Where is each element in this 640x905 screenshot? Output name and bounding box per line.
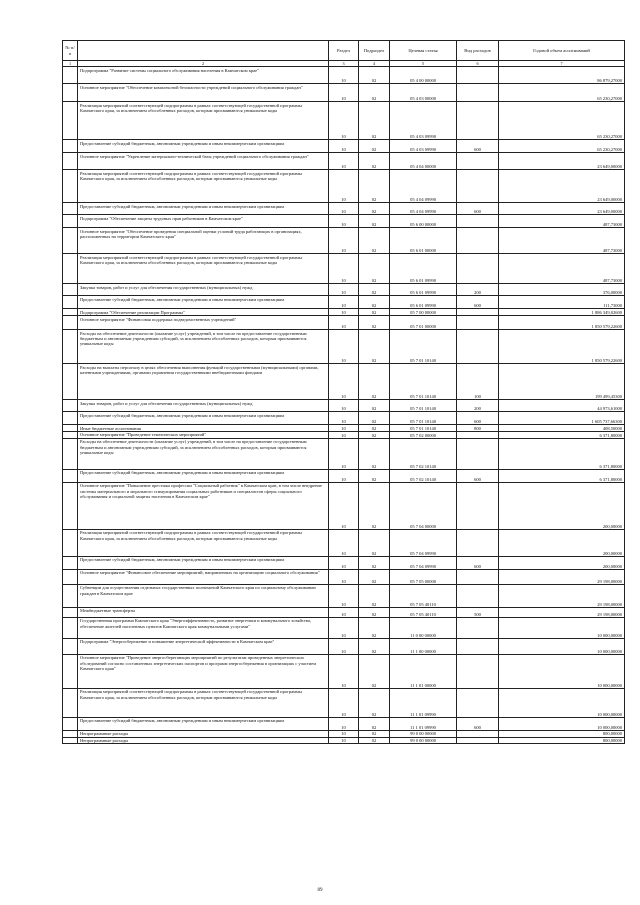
row-razdel-cell: 10 — [329, 425, 359, 432]
row-razdel-cell: 10 — [329, 737, 359, 744]
table-row — [63, 412, 625, 425]
table-row — [63, 309, 625, 316]
row-index-cell — [63, 215, 78, 228]
row-vr-cell: 600 — [457, 556, 499, 569]
header-amount: Годовой объем ассигнований — [499, 41, 625, 61]
row-csr-cell: 05 7 00 00000 — [390, 309, 457, 316]
table-row — [63, 438, 625, 469]
row-name-cell: Подпрограмма "Обеспечение реализации Программы" — [78, 309, 329, 316]
row-csr-cell: 11 0 00 00000 — [390, 617, 457, 638]
table-row — [63, 153, 625, 170]
row-amount-cell: 487,73000 — [499, 254, 625, 284]
row-razdel-cell: 10 — [329, 67, 359, 84]
row-name-cell: Основное мероприятие "Повышение престижа профессии "Социальный работник" в Камчатском крае, в том числе внедрение системы материального и морального стимулирования социальных работников и специалистов сферы социального обслуживания и социальной защиты населения в Камчатском крае" — [78, 482, 329, 529]
row-razdel-cell: 10 — [329, 569, 359, 584]
row-razdel-cell: 10 — [329, 316, 359, 330]
row-name-cell: Предоставление субсидий бюджетным, автономным учреждениям и иным некоммерческим организациям — [78, 140, 329, 153]
row-razdel-cell: 10 — [329, 400, 359, 412]
row-index-cell — [63, 730, 78, 737]
row-amount-cell: 800,00000 — [499, 730, 625, 737]
row-csr-cell: 05 7 01 00000 — [390, 316, 457, 330]
row-razdel-cell: 10 — [329, 254, 359, 284]
row-csr-cell: 05 4 04 09990 — [390, 170, 457, 203]
row-index-cell — [63, 529, 78, 556]
row-amount-cell: 23 649,00000 — [499, 153, 625, 170]
budget-table — [62, 40, 625, 744]
row-amount-cell: 44 973,61000 — [499, 400, 625, 412]
row-csr-cell: 05 6 01 09990 — [390, 254, 457, 284]
row-vr-cell — [457, 584, 499, 607]
table-row — [63, 84, 625, 102]
table-row — [63, 284, 625, 296]
row-csr-cell: 05 4 03 09990 — [390, 140, 457, 153]
row-csr-cell: 05 4 04 00000 — [390, 153, 457, 170]
row-razdel-cell: 10 — [329, 170, 359, 203]
row-razdel-cell: 10 — [329, 102, 359, 140]
table-row — [63, 638, 625, 654]
row-amount-cell: 86 879,27000 — [499, 67, 625, 84]
colnum: 4 — [359, 61, 390, 67]
row-vr-cell — [457, 153, 499, 170]
row-amount-cell: 23 649,00000 — [499, 170, 625, 203]
row-index-cell — [63, 469, 78, 482]
row-name-cell: Подпрограмма "Развитие системы социального обслуживания населения в Камчатском крае" — [78, 67, 329, 84]
row-csr-cell: 05 7 05 40110 — [390, 584, 457, 607]
header-razdel: Раздел — [329, 41, 359, 61]
row-razdel-cell: 10 — [329, 140, 359, 153]
table-row — [63, 296, 625, 309]
row-name-cell: Основное мероприятие "Финансовое обеспечение мероприятий, направленных на организацию социального обслуживания" — [78, 569, 329, 584]
row-name-cell: Подпрограмма "Энергосбережение и повышение энергетической эффективности в Камчатском крае" — [78, 638, 329, 654]
row-podrazdel-cell: 02 — [359, 203, 390, 215]
row-index-cell — [63, 309, 78, 316]
row-csr-cell: 05 7 01 10140 — [390, 400, 457, 412]
row-vr-cell — [457, 617, 499, 638]
row-amount-cell: 10 000,00000 — [499, 617, 625, 638]
page-number: 89 — [317, 888, 323, 893]
row-name-cell: Расходы на выплаты персоналу в целях обеспечения выполнения функций государственными (муниципальными) органами, казенными учреждениями, органами управления государственными внебюджетными фондами — [78, 364, 329, 400]
row-name-cell: Реализация мероприятий соответствующей подпрограммы в рамках соответствующей государственной программы Камчатского края, за исключением обособленных расходов, которым присваиваются уникальные коды — [78, 254, 329, 284]
row-razdel-cell: 10 — [329, 364, 359, 400]
table-row — [63, 170, 625, 203]
row-amount-cell: 29 198,00000 — [499, 569, 625, 584]
row-razdel-cell: 10 — [329, 153, 359, 170]
row-csr-cell: 05 7 05 40110 — [390, 607, 457, 617]
row-index-cell — [63, 140, 78, 153]
row-name-cell: Межбюджетные трансферты — [78, 607, 329, 617]
row-name-cell: Предоставление субсидий бюджетным, автономным учреждениям и иным некоммерческим организациям — [78, 412, 329, 425]
row-index-cell — [63, 482, 78, 529]
row-csr-cell: 05 4 04 09990 — [390, 203, 457, 215]
row-razdel-cell: 10 — [329, 469, 359, 482]
header-vr: Вид расходов — [457, 41, 499, 61]
row-amount-cell: 1 850 579,22600 — [499, 330, 625, 364]
row-amount-cell: 1 886 349,02600 — [499, 309, 625, 316]
row-name-cell: Основное мероприятие "Проведение тематических мероприятий" — [78, 431, 329, 438]
row-index-cell — [63, 556, 78, 569]
row-index-cell — [63, 438, 78, 469]
row-vr-cell — [457, 482, 499, 529]
row-vr-cell — [457, 316, 499, 330]
row-index-cell — [63, 654, 78, 688]
row-amount-cell: 200,00000 — [499, 529, 625, 556]
row-index-cell — [63, 737, 78, 744]
row-podrazdel-cell: 02 — [359, 425, 390, 432]
row-vr-cell: 600 — [457, 140, 499, 153]
row-name-cell: Предоставление субсидий бюджетным, автономным учреждениям и иным некоммерческим организациям — [78, 556, 329, 569]
row-amount-cell: 800,00000 — [499, 737, 625, 744]
row-index-cell — [63, 569, 78, 584]
row-amount-cell: 376,00000 — [499, 284, 625, 296]
row-amount-cell: 487,73000 — [499, 215, 625, 228]
table-row — [63, 228, 625, 254]
row-name-cell: Предоставление субсидий бюджетным, автономным учреждениям и иным некоммерческим организациям — [78, 469, 329, 482]
row-podrazdel-cell: 02 — [359, 254, 390, 284]
row-index-cell — [63, 254, 78, 284]
row-vr-cell: 200 — [457, 284, 499, 296]
row-index-cell — [63, 425, 78, 432]
row-amount-cell: 487,73000 — [499, 228, 625, 254]
row-amount-cell: 23 649,00000 — [499, 203, 625, 215]
row-index-cell — [63, 284, 78, 296]
row-vr-cell — [457, 309, 499, 316]
table-row — [63, 254, 625, 284]
row-csr-cell: 05 7 02 10140 — [390, 469, 457, 482]
row-vr-cell — [457, 228, 499, 254]
table-row — [63, 425, 625, 432]
row-csr-cell: 11 1 00 00000 — [390, 638, 457, 654]
table-row — [63, 140, 625, 153]
row-amount-cell: 408,50000 — [499, 425, 625, 432]
row-vr-cell — [457, 84, 499, 102]
row-name-cell: Основное мероприятие "Обеспечение проведения специальной оценки условий труда работающих в организациях, расположенных на территории Камчатского края" — [78, 228, 329, 254]
row-name-cell: Подпрограмма "Обеспечение защиты трудовых прав работников в Камчатском крае" — [78, 215, 329, 228]
row-csr-cell: 05 7 02 00000 — [390, 431, 457, 438]
row-razdel-cell: 10 — [329, 529, 359, 556]
row-podrazdel-cell: 02 — [359, 215, 390, 228]
row-razdel-cell: 10 — [329, 556, 359, 569]
row-index-cell — [63, 412, 78, 425]
row-name-cell: Предоставление субсидий бюджетным, автономным учреждениям и иным некоммерческим организациям — [78, 296, 329, 309]
row-name-cell: Основное мероприятие "Финансовая поддержка подведомственных учреждений" — [78, 316, 329, 330]
row-index-cell — [63, 638, 78, 654]
row-vr-cell — [457, 438, 499, 469]
table-row — [63, 617, 625, 638]
row-name-cell: Предоставление субсидий бюджетным, автономным учреждениям и иным некоммерческим организациям — [78, 203, 329, 215]
table-row — [63, 607, 625, 617]
colnum: 7 — [499, 61, 625, 67]
row-amount-cell: 29 198,00000 — [499, 607, 625, 617]
row-vr-cell — [457, 330, 499, 364]
header-podrazdel: Подраздел — [359, 41, 390, 61]
table-body — [63, 67, 625, 744]
row-vr-cell: 600 — [457, 412, 499, 425]
row-csr-cell: 05 7 01 10140 — [390, 330, 457, 364]
row-index-cell — [63, 431, 78, 438]
row-csr-cell: 05 4 03 09990 — [390, 102, 457, 140]
row-index-cell — [63, 67, 78, 84]
row-podrazdel-cell: 02 — [359, 617, 390, 638]
row-amount-cell: 10 000,00000 — [499, 638, 625, 654]
row-razdel-cell: 10 — [329, 717, 359, 730]
header-num: № п/п — [63, 41, 78, 61]
row-razdel-cell: 10 — [329, 438, 359, 469]
colnum: 2 — [78, 61, 329, 67]
table-row — [63, 364, 625, 400]
row-index-cell — [63, 617, 78, 638]
row-name-cell: Основное мероприятие "Обеспечение комплексной безопасности учреждений социального обслуживания граждан" — [78, 84, 329, 102]
row-podrazdel-cell: 02 — [359, 330, 390, 364]
row-csr-cell: 05 4 03 00000 — [390, 84, 457, 102]
row-amount-cell: 65 230,27000 — [499, 102, 625, 140]
table-row — [63, 482, 625, 529]
row-csr-cell: 05 7 01 10140 — [390, 425, 457, 432]
row-vr-cell: 500 — [457, 607, 499, 617]
row-csr-cell: 99 0 00 00000 — [390, 737, 457, 744]
row-csr-cell: 05 7 01 10140 — [390, 412, 457, 425]
table-row — [63, 529, 625, 556]
row-razdel-cell: 10 — [329, 730, 359, 737]
row-vr-cell: 200 — [457, 400, 499, 412]
header-row — [63, 41, 625, 61]
row-name-cell: Непрограммные расходы — [78, 730, 329, 737]
row-razdel-cell: 10 — [329, 228, 359, 254]
row-index-cell — [63, 296, 78, 309]
row-razdel-cell: 10 — [329, 617, 359, 638]
row-podrazdel-cell: 02 — [359, 569, 390, 584]
row-razdel-cell: 10 — [329, 309, 359, 316]
row-podrazdel-cell: 02 — [359, 364, 390, 400]
row-amount-cell: 111,73000 — [499, 296, 625, 309]
row-razdel-cell: 10 — [329, 482, 359, 529]
row-vr-cell: 800 — [457, 425, 499, 432]
header-csr: Целевая статья — [390, 41, 457, 61]
row-podrazdel-cell: 02 — [359, 482, 390, 529]
row-vr-cell: 600 — [457, 203, 499, 215]
row-vr-cell — [457, 737, 499, 744]
row-name-cell: Расходы на обеспечение деятельности (оказание услуг) учреждений, в том числе на предоставление государственным бюджетным и автономным учреждениям субсидий, за исключением обособленных расходов, которым присваиваются уникальные коды — [78, 330, 329, 364]
row-index-cell — [63, 607, 78, 617]
row-razdel-cell: 10 — [329, 215, 359, 228]
row-podrazdel-cell: 02 — [359, 412, 390, 425]
row-csr-cell: 05 6 01 09990 — [390, 284, 457, 296]
row-podrazdel-cell: 02 — [359, 296, 390, 309]
row-vr-cell — [457, 569, 499, 584]
row-index-cell — [63, 364, 78, 400]
row-index-cell — [63, 330, 78, 364]
row-csr-cell: 05 6 01 09990 — [390, 296, 457, 309]
row-name-cell: Основное мероприятие "Проведение энергосберегающих мероприятий по результатам проведенных энергетических обследований согласно составленных энергетических паспортов и программ энергосбережения в организациях с участием Камчатского края" — [78, 654, 329, 688]
row-amount-cell: 65 230,27000 — [499, 140, 625, 153]
row-amount-cell: 1 605 737,66300 — [499, 412, 625, 425]
row-vr-cell — [457, 688, 499, 717]
row-csr-cell: 05 4 00 00000 — [390, 67, 457, 84]
row-csr-cell: 05 7 05 00000 — [390, 569, 457, 584]
row-vr-cell — [457, 170, 499, 203]
row-podrazdel-cell: 02 — [359, 284, 390, 296]
row-vr-cell — [457, 215, 499, 228]
row-index-cell — [63, 203, 78, 215]
row-amount-cell: 1 850 579,22600 — [499, 316, 625, 330]
row-csr-cell: 99 0 00 00000 — [390, 730, 457, 737]
table-row — [63, 730, 625, 737]
row-name-cell: Реализация мероприятий соответствующей подпрограммы в рамках соответствующей государственной программы Камчатского края, за исключением обособленных расходов, которым присваиваются уникальные коды — [78, 102, 329, 140]
row-name-cell: Закупка товаров, работ и услуг для обеспечения государственных (муниципальных) нужд — [78, 400, 329, 412]
row-podrazdel-cell: 02 — [359, 67, 390, 84]
row-csr-cell: 05 6 00 00000 — [390, 215, 457, 228]
row-podrazdel-cell: 02 — [359, 469, 390, 482]
row-podrazdel-cell: 02 — [359, 316, 390, 330]
table-row — [63, 556, 625, 569]
row-name-cell: Субвенции для осуществления отдельных государственных полномочий Камчатского края по социальному обслуживанию граждан в Камчатском крае — [78, 584, 329, 607]
row-podrazdel-cell: 02 — [359, 688, 390, 717]
row-name-cell: Реализация мероприятий соответствующей подпрограммы в рамках соответствующей государственной программы Камчатского края, за исключением обособленных расходов, которым присваиваются уникальные коды — [78, 688, 329, 717]
table-row — [63, 102, 625, 140]
row-amount-cell: 10 000,00000 — [499, 688, 625, 717]
row-name-cell: Реализация мероприятий соответствующей подпрограммы в рамках соответствующей государственной программы Камчатского края, за исключением обособленных расходов, которым присваиваются уникальные коды — [78, 529, 329, 556]
row-razdel-cell: 10 — [329, 284, 359, 296]
row-razdel-cell: 10 — [329, 607, 359, 617]
row-podrazdel-cell: 02 — [359, 737, 390, 744]
row-razdel-cell: 10 — [329, 638, 359, 654]
budget-page — [62, 40, 624, 744]
row-csr-cell: 11 1 01 09990 — [390, 688, 457, 717]
row-amount-cell: 6 371,80000 — [499, 431, 625, 438]
row-index-cell — [63, 688, 78, 717]
row-name-cell: Закупка товаров, работ и услуг для обеспечения государственных (муниципальных) нужд — [78, 284, 329, 296]
table-row — [63, 717, 625, 730]
row-index-cell — [63, 153, 78, 170]
row-csr-cell: 05 7 02 10140 — [390, 438, 457, 469]
row-razdel-cell: 10 — [329, 84, 359, 102]
row-vr-cell — [457, 431, 499, 438]
row-csr-cell: 05 7 01 10140 — [390, 364, 457, 400]
table-row — [63, 316, 625, 330]
row-index-cell — [63, 584, 78, 607]
row-csr-cell: 05 7 04 09990 — [390, 556, 457, 569]
row-podrazdel-cell: 02 — [359, 84, 390, 102]
row-name-cell: Непрограммные расходы — [78, 737, 329, 744]
table-row — [63, 431, 625, 438]
table-row — [63, 203, 625, 215]
row-vr-cell: 100 — [457, 364, 499, 400]
table-row — [63, 654, 625, 688]
row-vr-cell — [457, 654, 499, 688]
row-razdel-cell: 10 — [329, 431, 359, 438]
row-name-cell: Предоставление субсидий бюджетным, автономным учреждениям и иным некоммерческим организациям — [78, 717, 329, 730]
row-index-cell — [63, 316, 78, 330]
row-podrazdel-cell: 02 — [359, 309, 390, 316]
row-razdel-cell: 10 — [329, 688, 359, 717]
row-name-cell: Реализация мероприятий соответствующей подпрограммы в рамках соответствующей государственной программы Камчатского края, за исключением обособленных расходов, которым присваиваются уникальные коды — [78, 170, 329, 203]
table-row — [63, 737, 625, 744]
row-amount-cell: 10 000,00000 — [499, 717, 625, 730]
row-amount-cell: 6 371,80000 — [499, 469, 625, 482]
row-name-cell: Расходы на обеспечение деятельности (оказание услуг) учреждений, в том числе на предоставление государственным бюджетным и автономным учреждениям субсидий, за исключением обособленных расходов, которым присваиваются уникальные коды — [78, 438, 329, 469]
row-podrazdel-cell: 02 — [359, 170, 390, 203]
row-podrazdel-cell: 02 — [359, 438, 390, 469]
row-vr-cell — [457, 102, 499, 140]
row-name-cell: Иные бюджетные ассигнования — [78, 425, 329, 432]
colnum: 6 — [457, 61, 499, 67]
row-index-cell — [63, 102, 78, 140]
row-amount-cell: 200,00000 — [499, 556, 625, 569]
row-podrazdel-cell: 02 — [359, 730, 390, 737]
table-row — [63, 67, 625, 84]
row-podrazdel-cell: 02 — [359, 638, 390, 654]
row-index-cell — [63, 170, 78, 203]
row-podrazdel-cell: 02 — [359, 607, 390, 617]
colnum: 1 — [63, 61, 78, 67]
row-amount-cell: 10 000,00000 — [499, 654, 625, 688]
row-razdel-cell: 10 — [329, 296, 359, 309]
row-podrazdel-cell: 02 — [359, 228, 390, 254]
row-podrazdel-cell: 02 — [359, 529, 390, 556]
row-podrazdel-cell: 02 — [359, 431, 390, 438]
row-razdel-cell: 10 — [329, 654, 359, 688]
row-amount-cell: 200,00000 — [499, 482, 625, 529]
row-index-cell — [63, 84, 78, 102]
row-amount-cell: 65 230,27000 — [499, 84, 625, 102]
row-csr-cell: 05 6 01 00000 — [390, 228, 457, 254]
row-vr-cell — [457, 67, 499, 84]
row-csr-cell: 05 7 04 00000 — [390, 482, 457, 529]
row-podrazdel-cell: 02 — [359, 153, 390, 170]
row-podrazdel-cell: 02 — [359, 140, 390, 153]
table-row — [63, 469, 625, 482]
row-vr-cell: 600 — [457, 296, 499, 309]
table-row — [63, 215, 625, 228]
row-index-cell — [63, 717, 78, 730]
header-name — [78, 41, 329, 61]
table-row — [63, 400, 625, 412]
table-row — [63, 688, 625, 717]
row-name-cell: Основное мероприятие "Укрепление материально-технической базы учреждений социального обслуживания граждан" — [78, 153, 329, 170]
row-podrazdel-cell: 02 — [359, 556, 390, 569]
row-vr-cell — [457, 529, 499, 556]
row-razdel-cell: 10 — [329, 203, 359, 215]
row-podrazdel-cell: 02 — [359, 717, 390, 730]
row-podrazdel-cell: 02 — [359, 584, 390, 607]
row-razdel-cell: 10 — [329, 584, 359, 607]
table-row — [63, 330, 625, 364]
row-vr-cell: 600 — [457, 717, 499, 730]
table-row — [63, 584, 625, 607]
row-podrazdel-cell: 02 — [359, 102, 390, 140]
row-index-cell — [63, 228, 78, 254]
row-index-cell — [63, 400, 78, 412]
colnum: 3 — [329, 61, 359, 67]
row-razdel-cell: 10 — [329, 330, 359, 364]
row-vr-cell — [457, 638, 499, 654]
row-name-cell: Государственная программа Камчатского края "Энергоэффективность, развитие энергетики и коммунального хозяйства, обеспечение жителей населенных пунктов Камчатского края коммунальными услугами" — [78, 617, 329, 638]
row-csr-cell: 11 1 01 09990 — [390, 717, 457, 730]
row-amount-cell: 29 198,00000 — [499, 584, 625, 607]
colnum: 5 — [390, 61, 457, 67]
row-amount-cell: 6 371,80000 — [499, 438, 625, 469]
table-row — [63, 569, 625, 584]
row-amount-cell: 199 499,45300 — [499, 364, 625, 400]
row-vr-cell — [457, 254, 499, 284]
row-podrazdel-cell: 02 — [359, 400, 390, 412]
row-csr-cell: 11 1 01 00000 — [390, 654, 457, 688]
row-vr-cell — [457, 730, 499, 737]
row-razdel-cell: 10 — [329, 412, 359, 425]
row-csr-cell: 05 7 04 09990 — [390, 529, 457, 556]
row-podrazdel-cell: 02 — [359, 654, 390, 688]
row-vr-cell: 600 — [457, 469, 499, 482]
